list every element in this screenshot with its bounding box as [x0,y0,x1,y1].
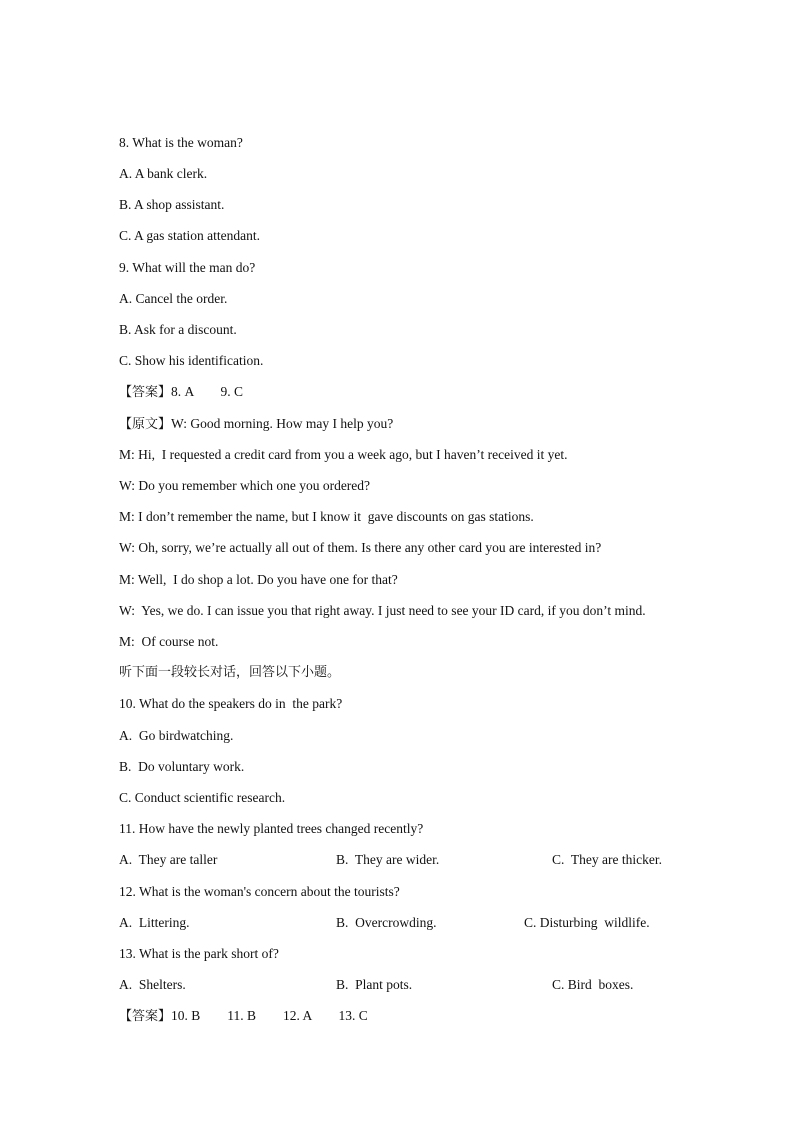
q9-option-b: B. Ask for a discount. [119,322,237,337]
question-11: 11. How have the newly planted trees changed recently? [119,821,424,836]
answer-label: 【答案】 [119,385,172,400]
question-10: 10. What do the speakers do in the park? [119,696,343,711]
answer-text: 8. A 9. C [171,384,244,399]
transcript-line: W: Oh, sorry, we’re actually all out of them. Is there any other card you are interested in? [119,540,602,555]
transcript-line: W: Yes, we do. I can issue you that right away. I just need to see your ID card, if you don’t mind. [119,603,646,618]
question-12: 12. What is the woman's concern about the tourists? [119,884,400,899]
q11-option-b: B. They are wider. [336,852,440,867]
q12-option-a: A. Littering. [119,915,190,930]
transcript-line: M: Hi, I requested a credit card from you a week ago, but I haven’t received it yet. [119,447,568,462]
answer-key-1 [119,383,243,401]
transcript-line: M: Well, I do shop a lot. Do you have one for that? [119,572,398,587]
transcript-line: W: Good morning. How may I help you? [171,416,394,431]
transcript-first-line [119,415,393,433]
answer-key-2 [119,1007,368,1025]
q13-option-a: A. Shelters. [119,977,186,992]
answer-label: 【答案】 [119,1009,172,1024]
transcript-line: M: Of course not. [119,634,219,649]
q9-option-c: C. Show his identification. [119,353,264,368]
question-13: 13. What is the park short of? [119,946,279,961]
q8-option-a: A. A bank clerk. [119,166,208,181]
q10-option-c: C. Conduct scientific research. [119,790,286,805]
q13-option-c: C. Bird boxes. [552,977,634,992]
answer-text: 10. B 11. B 12. A 13. C [171,1008,368,1023]
question-9: 9. What will the man do? [119,260,256,275]
q10-option-a: A. Go birdwatching. [119,728,234,743]
q9-option-a: A. Cancel the order. [119,291,228,306]
q8-option-c: C. A gas station attendant. [119,228,260,243]
q11-option-c: C. They are thicker. [552,852,662,867]
q11-option-a: A. They are taller [119,852,218,867]
q10-option-b: B. Do voluntary work. [119,759,245,774]
transcript-line: M: I don’t remember the name, but I know it gave discounts on gas stations. [119,509,534,524]
q12-option-c: C. Disturbing wildlife. [524,915,650,930]
transcript-label: 【原文】 [119,417,172,432]
q12-option-b: B. Overcrowding. [336,915,437,930]
transcript-line: W: Do you remember which one you ordered? [119,478,371,493]
q8-option-b: B. A shop assistant. [119,197,225,212]
section-instruction: 听下面一段较长对话，回答以下小题。 [119,665,341,680]
q13-option-b: B. Plant pots. [336,977,413,992]
question-8: 8. What is the woman? [119,135,243,150]
